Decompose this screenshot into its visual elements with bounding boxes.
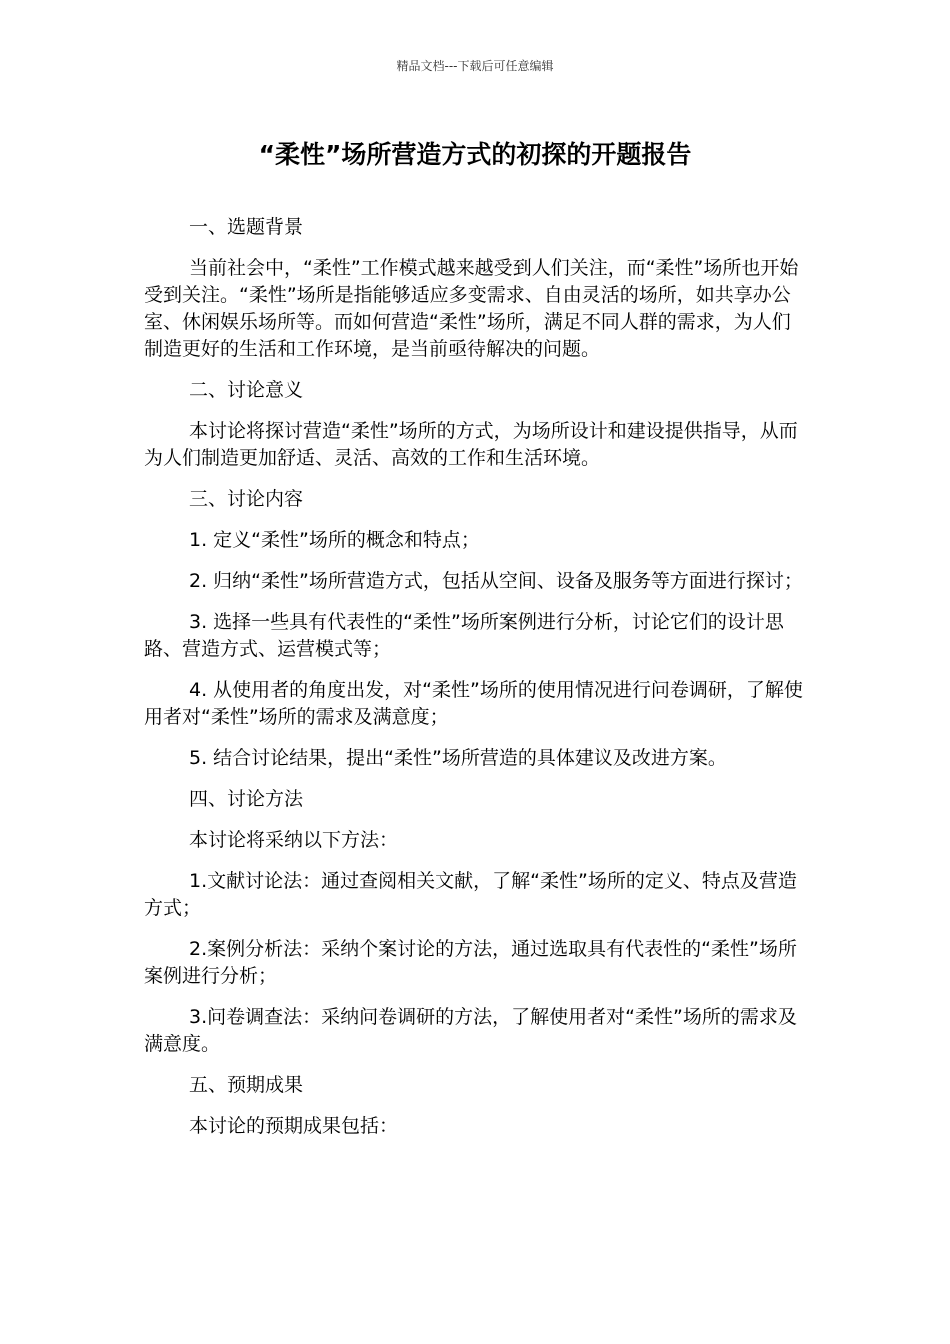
list-item: 5. 结合讨论结果，提出“柔性”场所营造的具体建议及改进方案。 [189,747,727,769]
document-title: “柔性”场所营造方式的初探的开题报告 [258,140,692,169]
list-item: 2.案例分析法：采纳个案讨论的方法，通过选取具有代表性的“柔性”场所案例进行分析； [144,938,797,987]
paragraph-background: 当前社会中，“柔性”工作模式越来越受到人们关注，而“柔性”场所也开始受到关注。“柔性”场所是指能够适应多变需求、自由灵活的场所，如共享办公室、休闲娱乐场所等。而如何营造“柔性”场所，满足不同人群的需求，为人们制造更好的生活和工作环境，是当前亟待解决的问题。 [144,257,799,360]
section-heading-content: 三、讨论内容 [189,488,304,510]
list-item: 1.文献讨论法：通过查阅相关文献，了解“柔性”场所的定义、特点及营造方式； [144,870,797,919]
header-note: 精品文档---下载后可任意编辑 [396,59,554,73]
paragraph-outcomes-intro: 本讨论的预期成果包括： [189,1115,399,1137]
section-heading-significance: 二、讨论意义 [189,379,304,401]
list-item: 3. 选择一些具有代表性的“柔性”场所案例进行分析，讨论它们的设计思路、营造方式、运营模式等； [144,611,784,660]
list-item: 2. 归纳“柔性”场所营造方式，包括从空间、设备及服务等方面进行探讨； [189,570,803,592]
paragraph-methods-intro: 本讨论将采纳以下方法： [189,829,399,851]
paragraph-significance: 本讨论将探讨营造“柔性”场所的方式，为场所设计和建设提供指导，从而为人们制造更加舒适、灵活、高效的工作和生活环境。 [144,420,798,469]
section-heading-outcomes: 五、预期成果 [189,1074,304,1096]
list-item: 1. 定义“柔性”场所的概念和特点； [189,529,480,551]
list-item: 3.问卷调查法：采纳问卷调研的方法，了解使用者对“柔性”场所的需求及满意度。 [144,1006,797,1055]
document-body [144,214,806,1154]
section-heading-background: 一、选题背景 [189,216,304,238]
section-heading-methods: 四、讨论方法 [189,788,304,810]
list-item: 4. 从使用者的角度出发，对“柔性”场所的使用情况进行问卷调研，了解使用者对“柔性”场所的需求及满意度； [144,679,803,728]
